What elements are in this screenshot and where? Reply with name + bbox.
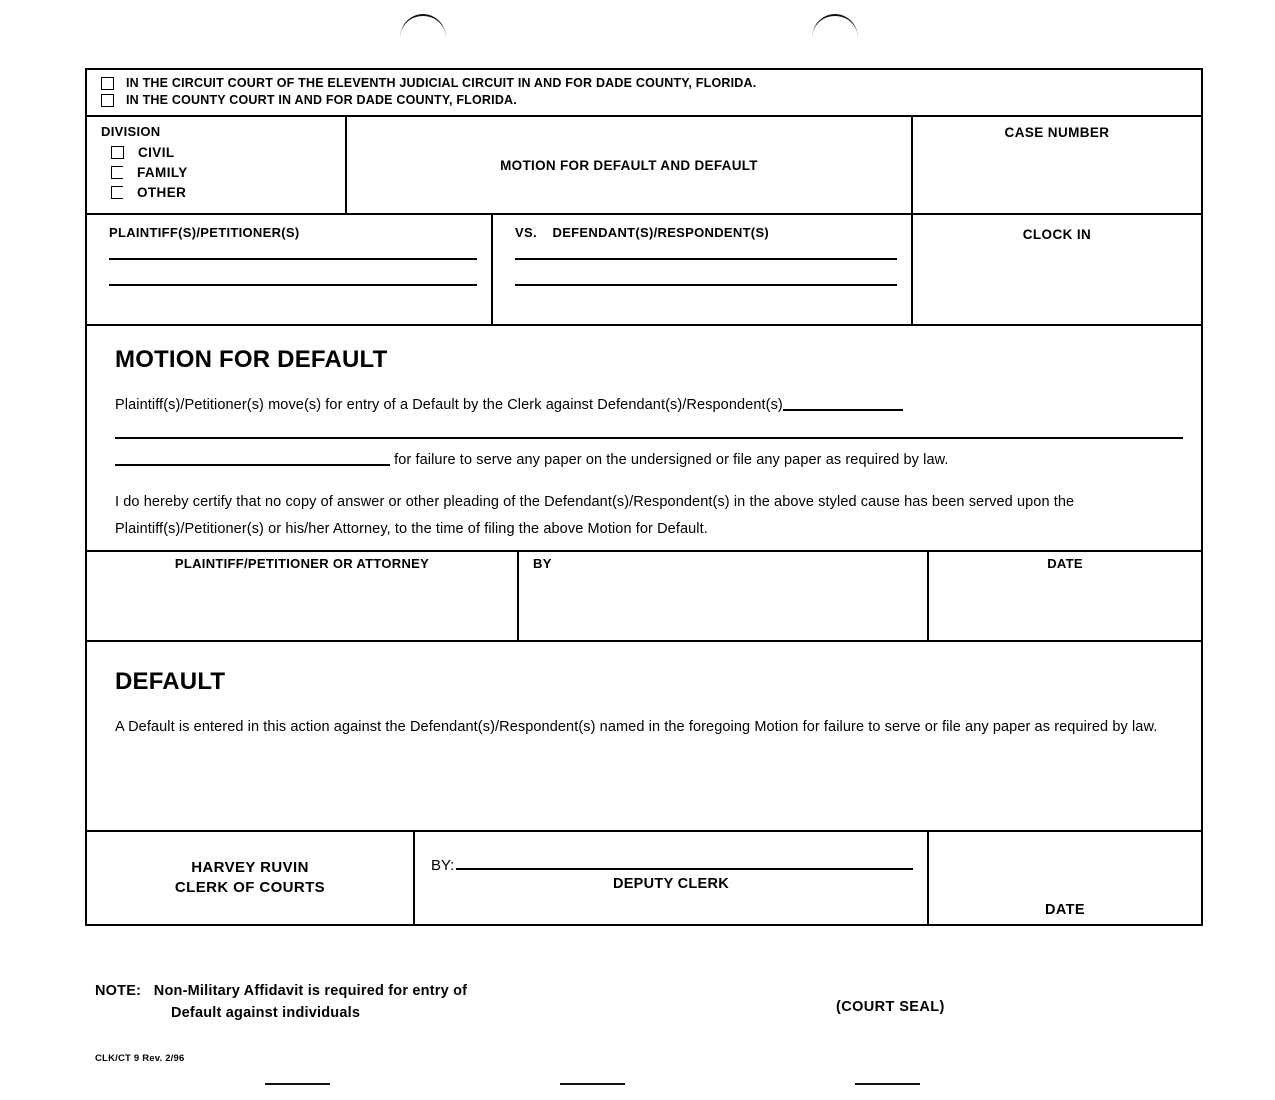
county-court-label: IN THE COUNTY COURT IN AND FOR DADE COUNTY, FLORIDA. [126,92,517,107]
deputy-clerk-signature-line[interactable] [456,854,913,870]
circuit-court-label: IN THE CIRCUIT COURT OF THE ELEVENTH JUDICIAL CIRCUIT IN AND FOR DADE COUNTY, FLORIDA. [126,76,757,90]
division-option-family-label: FAMILY [137,165,188,181]
plaintiff-block [87,215,493,324]
checkbox-icon[interactable] [111,166,123,179]
motion-blank-inline[interactable] [783,395,903,411]
motion-blank-line-full[interactable] [115,421,1183,439]
attorney-signature-label: PLAINTIFF/PETITIONER OR ATTORNEY [174,555,430,571]
footer-note-label: NOTE: [95,983,142,999]
footer-note-line-1 [95,980,467,1002]
division-option-civil-label: CIVIL [138,145,175,161]
division-option-civil[interactable] [111,145,345,160]
clerk-identity [87,832,415,924]
parties-row [87,215,1201,326]
county-court-option[interactable] [101,93,1193,109]
division-option-other-label: OTHER [137,185,187,201]
scan-artifact-bottom-2 [560,1083,625,1085]
form-title: MOTION FOR DEFAULT AND DEFAULT [347,117,913,213]
motion-paragraph-1 [115,392,1183,475]
checkbox-icon[interactable] [101,77,114,90]
clerk-by-label: BY: [431,856,455,874]
scan-artifact-arc-right [812,14,858,38]
defendant-write-line-1[interactable] [515,258,897,260]
motion-para1-tail: for failure to serve any paper on the undersigned or file any paper as required by law. [394,452,949,469]
clerk-date-label: DATE [1045,901,1085,918]
defendant-label-wrap [515,225,897,240]
checkbox-icon[interactable] [101,94,114,107]
motion-section [87,326,1201,552]
clock-in-block[interactable] [913,215,1201,324]
court-form [85,68,1203,926]
checkbox-icon[interactable] [111,186,123,199]
scan-artifact-bottom-1 [265,1083,330,1085]
checkbox-icon[interactable] [111,146,124,159]
footer-note-text-2: Default against individuals [171,1005,361,1022]
defendant-write-line-2[interactable] [515,284,897,286]
motion-paragraph-2: I do hereby certify that no copy of answer or other pleading of the Defendant(s)/Respondent(s) in the above styled cause has been served upon the Plaintiff(s)/Petitioner(s) or his/her Attorney, to the time of filing the above Motion for Default. [115,493,1075,538]
date-cell[interactable] [929,552,1201,640]
court-seal-label: (COURT SEAL) [836,999,945,1015]
defendant-label: DEFENDANT(S)/RESPONDENT(S) [552,225,770,241]
motion-heading: MOTION FOR DEFAULT [115,346,388,374]
clerk-row [87,832,1201,924]
division-option-family[interactable] [111,165,345,180]
by-cell[interactable] [519,552,929,640]
by-label: BY [533,555,552,571]
clerk-title: CLERK OF COURTS [174,878,326,896]
deputy-clerk-label: DEPUTY CLERK [612,875,730,892]
footer-note-text-1: Non-Military Affidavit is required for entry of [153,983,468,999]
case-number-field[interactable] [913,117,1201,213]
clerk-by-wrap [431,854,913,874]
motion-blank-line-short[interactable] [115,448,390,466]
form-code: CLK/CT 9 Rev. 2/96 [95,1053,185,1064]
scan-artifact-bottom-3 [855,1083,920,1085]
clerk-date-cell[interactable] [929,832,1201,924]
circuit-court-option[interactable] [101,76,1193,92]
date-label: DATE [1047,555,1083,571]
clerk-name: HARVEY RUVIN [191,858,309,876]
footer-note [95,980,467,1025]
motion-para1-lead: Plaintiff(s)/Petitioner(s) move(s) for entry of a Default by the Clerk against Defendant(s)/Respondent(s) [115,397,783,414]
default-body: A Default is entered in this action against the Defendant(s)/Respondent(s) named in the foregoing Motion for failure to serve or file any paper as required by law. [115,718,1158,735]
signature-row [87,552,1201,642]
division-label: DIVISION [101,124,161,140]
court-header [87,70,1201,117]
division-option-other[interactable] [111,185,345,200]
versus-label: VS. [515,225,537,241]
defendant-block [493,215,913,324]
default-heading: DEFAULT [115,667,226,695]
scan-artifact-arc-left [400,14,446,38]
clock-in-label: CLOCK IN [1022,227,1092,243]
plaintiff-write-line-1[interactable] [109,258,477,260]
case-number-label: CASE NUMBER [1004,125,1110,141]
plaintiff-label: PLAINTIFF(S)/PETITIONER(S) [109,225,300,241]
attorney-signature-cell[interactable] [87,552,519,640]
plaintiff-write-line-2[interactable] [109,284,477,286]
division-title-case-row [87,117,1201,215]
division-block [87,117,347,213]
deputy-clerk-signature-cell[interactable] [415,832,929,924]
default-section [87,642,1201,832]
